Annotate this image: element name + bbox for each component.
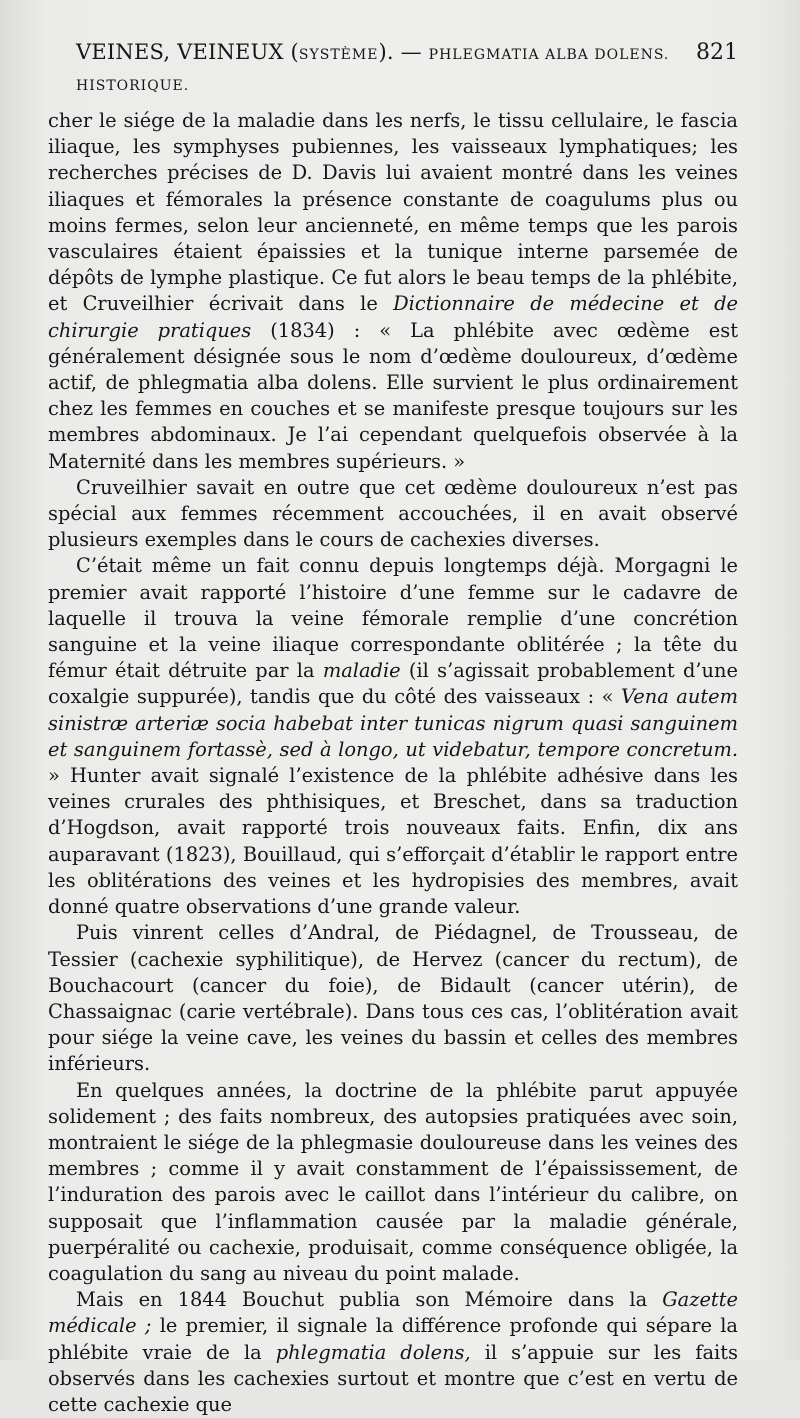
running-title-smallcaps: SYSTÈME [298,47,379,63]
text-run: cher le siége de la maladie dans les nerfs, le tissu cellulaire, le fascia iliaque, les symphyses pubiennes, les vaisseaux lymphatiques; les recherches précises de D. Davis lui avaient montré dans les veines iliaques et fémorales la présence constante de coagulums plus ou moins fermes, selon leur ancienneté, en même temps que les parois vasculaires étaient épaissies et la tunique interne parsemée de dépôts de lymphe plastique. Ce fut alors le beau temps de la phlébite, et Cruveilhier écrivait dans le [48,109,738,316]
paragraph-1 [48,108,738,475]
running-title-part: VEINES, VEINEUX ( [76,40,299,64]
running-head [76,38,738,100]
italic-run: Gazette médicale ; [48,1288,738,1338]
text-run: (1834) : « La phlébite avec œdème est généralement désignée sous le nom d’œdème douloureux, d’œdème actif, de phlegmatia alba dolens. Elle survient le plus ordinairement chez les femmes en couches et se manifeste presque toujours sur les membres abdominaux. Je l’ai cependant quelquefois observée à la Maternité dans les membres supérieurs. » [48,318,738,473]
italic-run: Dictionnaire de médecine et de chirurgie pratiques [48,292,738,342]
body-text [48,108,738,1418]
paragraph-4: Puis vinrent celles d’Andral, de Piédagnel, de Trousseau, de Tessier (cachexie syphilitique), de Hervez (cancer du rectum), de Bouchacourt (cancer du foie), de Bidault (cancer utérin), de Chassaignac (carie vertébrale). Dans tous ces cas, l’oblitération avait pour siége la veine cave, les veines du bassin et celles des membres inférieurs. [48,921,738,1076]
running-title [76,38,696,100]
running-title-part: ). — [378,40,429,64]
italic-run: phlegmatia dolens, [275,1340,471,1364]
running-title-smallcaps: PHLEGMATIA ALBA DOLENS. HISTORIQUE. [76,47,670,94]
text-run: il s’appuie sur les faits observés dans les cachexies surtout et montre que c’est en vertu de cette cachexie que [48,1340,738,1416]
text-run: le premier, il signale la différence profonde qui sépare la phlébite vraie de la [48,1314,738,1364]
text-run: » Hunter avait signalé l’existence de la phlébite adhésive dans les veines crurales des phthisiques, et Breschet, dans sa traduction d’Hogdson, avait rapporté trois nouveaux faits. Enfin, dix ans auparavant (1823), Bouillaud, qui s’efforçait d’établir le rapport entre les oblitérations des veines et les hydropisies des membres, avait donné quatre observations d’une grande valeur. [48,764,738,919]
latin-quotation: Vena autem sinistræ arteriæ socia habebat inter tunicas nigrum quasi sanguinem et sanguinem fortassè, sed à longo, ut videbatur, tempore concretum. [48,685,738,761]
text-run: (il s’agissait probablement d’une coxalgie suppurée), tandis que du côté des vaisseaux : « [48,659,738,709]
italic-run: maladie [322,659,401,683]
paragraph-5: En quelques années, la doctrine de la phlébite parut appuyée solidement ; des faits nombreux, des autopsies pratiquées avec soin, montraient le siége de la phlegmasie douloureuse dans les veines des membres ; comme il y avait constamment de l’épaississement, de l’induration des parois avec le caillot dans l’intérieur du calibre, on supposait que l’inflammation causée par la maladie générale, puerpéralité ou cachexie, produisait, comme conséquence obligée, la coagulation du sang au niveau du point malade. [48,1078,738,1285]
page-number: 821 [696,40,738,65]
paragraph-2: Cruveilhier savait en outre que cet œdème douloureux n’est pas spécial aux femmes récemment accouchées, il en avait observé plusieurs exemples dans le cours de cachexies diverses. [48,475,738,552]
paragraph-3 [48,553,738,920]
text-run: C’était même un fait connu depuis longtemps déjà. Morgagni le premier avait rapporté l’histoire d’une femme sur le cadavre de laquelle il trouva la veine fémorale remplie d’une concrétion sanguine et la veine iliaque correspondante oblitérée ; la tête du fémur était détruite par la [48,554,738,683]
text-run: Mais en 1844 Bouchut publia son Mémoire dans la [76,1288,663,1312]
paragraph-6 [48,1287,738,1418]
